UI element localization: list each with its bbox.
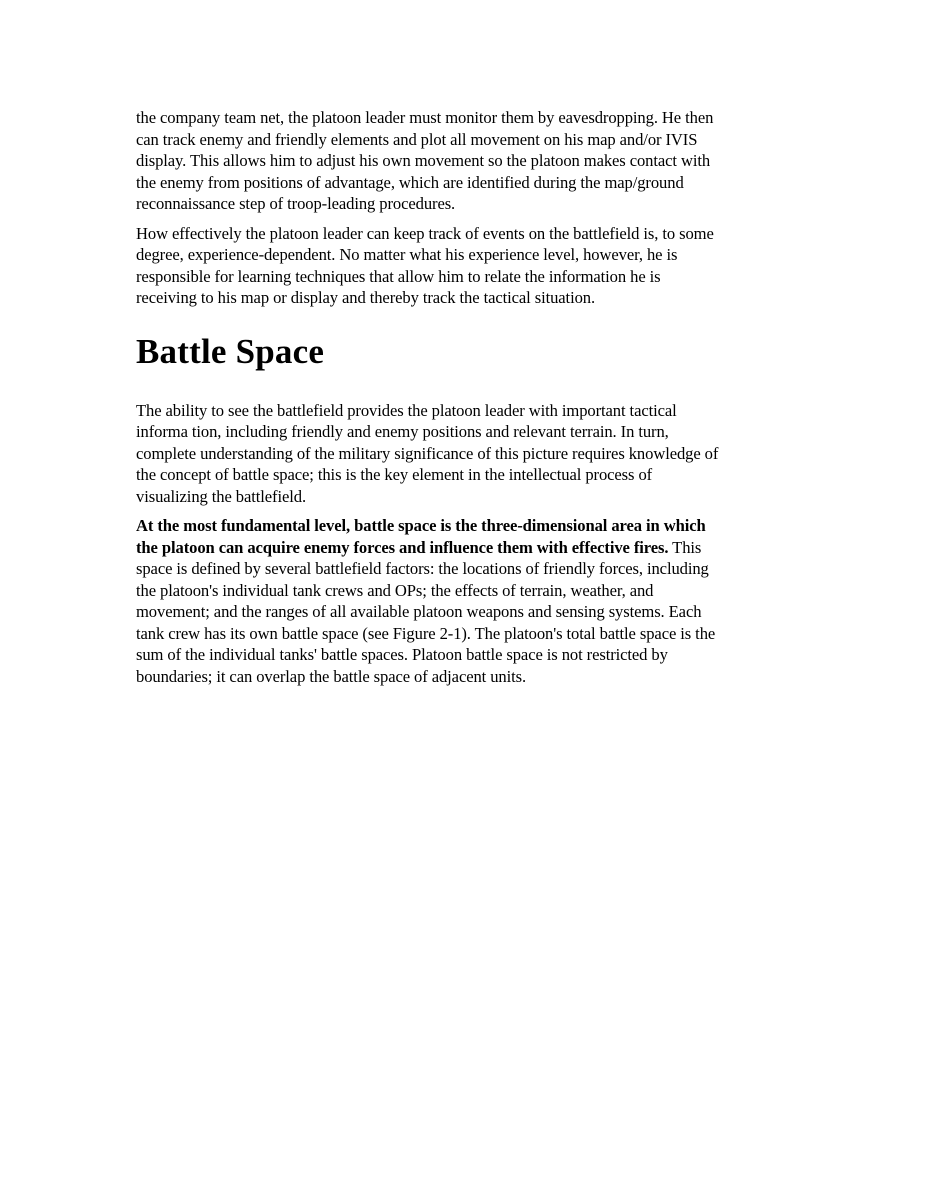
section-body (136, 400, 796, 688)
text-line (136, 537, 796, 559)
paragraph-tracking-events (136, 223, 796, 309)
section-heading: Battle Space (136, 331, 325, 371)
text-line: informa tion, including friendly and enemy positions and relevant terrain. In turn, (136, 422, 669, 441)
text-line: the enemy from positions of advantage, which are identified during the map/ground (136, 172, 684, 192)
paragraph-battle-space-definition (136, 515, 796, 687)
text-line: movement; and the ranges of all available platoon weapons and sensing systems. Each (136, 602, 702, 621)
text-line: sum of the individual tanks' battle spaces. Platoon battle space is not restricted by (136, 645, 668, 664)
text-line: How effectively the platoon leader can keep track of events on the battlefield is, to some (136, 223, 714, 243)
text-segment: This (668, 537, 702, 557)
text-line: The ability to see the battlefield provides the platoon leader with important tactical (136, 400, 677, 420)
text-line: can track enemy and friendly elements and plot all movement on his map and/or IVIS (136, 129, 698, 149)
text-line: reconnaissance step of troop-leading procedures. (136, 194, 456, 213)
text-line: degree, experience-dependent. No matter what his experience level, however, he is (136, 245, 678, 264)
text-line: complete understanding of the military significance of this picture requires knowledge of (136, 443, 719, 463)
text-line: visualizing the battlefield. (136, 486, 307, 506)
paragraph-eavesdropping (136, 107, 796, 215)
text-line: the platoon's individual tank crews and OPs; the effects of terrain, weather, and (136, 580, 654, 600)
text-line: the concept of battle space; this is the key element in the intellectual process of (136, 465, 653, 484)
bold-text-segment: the platoon can acquire enemy forces and influence them with effective fires. (136, 537, 669, 557)
text-line: the company team net, the platoon leader must monitor them by eavesdropping. He then (136, 108, 714, 127)
text-line: tank crew has its own battle space (see Figure 2-1). The platoon's total battle space is the (136, 623, 716, 643)
paragraph-seeing-battlefield (136, 400, 796, 508)
text-line: receiving to his map or display and thereby track the tactical situation. (136, 288, 596, 307)
text-line: display. This allows him to adjust his own movement so the platoon makes contact with (136, 151, 711, 170)
text-line: space is defined by several battlefield factors: the locations of friendly forces, including (136, 559, 709, 578)
document-page (136, 107, 796, 695)
text-line: responsible for learning techniques that allow him to relate the information he is (136, 266, 661, 286)
bold-text-line: At the most fundamental level, battle space is the three-dimensional area in which (136, 516, 706, 535)
text-line: boundaries; it can overlap the battle space of adjacent units. (136, 666, 527, 686)
